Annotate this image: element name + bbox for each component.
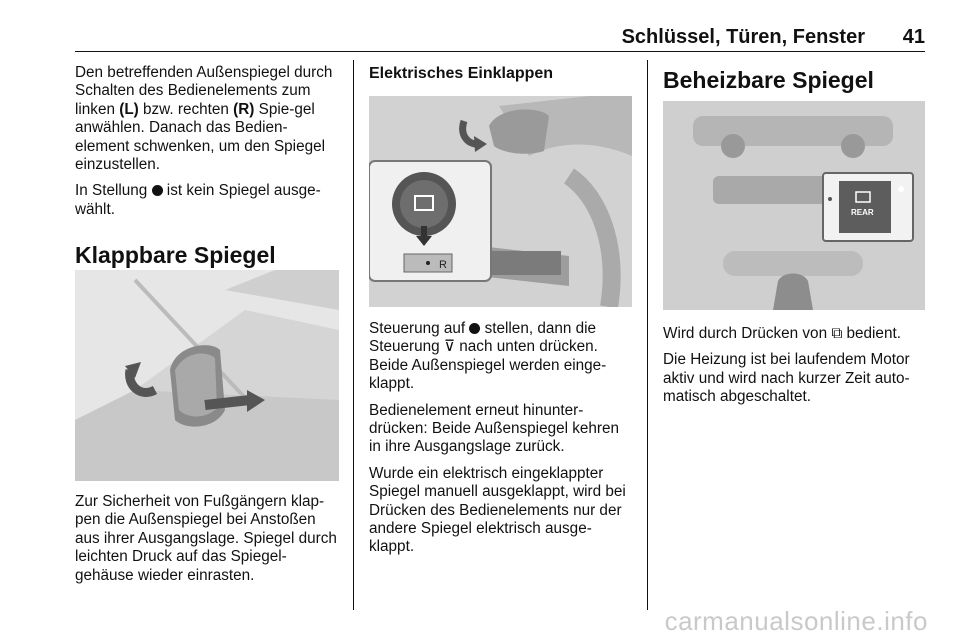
column-2 [369, 64, 633, 84]
text: In Stellung [75, 182, 152, 200]
text: bzw. rechten [138, 100, 234, 118]
text: Spie-gel anwählen. Danach das Bedien-element schwenken, um den Spiegel einzustellen. [75, 100, 326, 174]
text: Steuerung auf [369, 320, 470, 337]
watermark: carmanualsonline.info [664, 606, 928, 636]
paragraph-fold-instruction [369, 320, 633, 394]
dot-symbol-icon [152, 185, 163, 196]
column-1-lower [75, 493, 340, 593]
page-header [75, 26, 925, 52]
text: bedient. [842, 325, 901, 342]
section-heading-electric-folding: Elektrisches Einklappen [369, 65, 554, 82]
folding-mirror-illustration [75, 270, 339, 481]
column-3-lower [663, 325, 927, 415]
dot-symbol-icon [469, 323, 480, 334]
page-number: 41 [902, 26, 925, 48]
text: ist kein Spiegel ausge-wählt. [75, 182, 321, 218]
text: Den betreffenden Außenspiegel durch Schalten des Bedienelements zum linken [75, 64, 333, 118]
column-divider-2 [647, 60, 648, 610]
paragraph-unfold: Bedienelement erneut hinunter-drücken: Beide Außenspiegel kehren in ihre Ausgangslage zurück. [369, 401, 620, 456]
paragraph-select-mirror [75, 64, 340, 174]
paragraph-manual-unfold: Wurde ein elektrisch eingeklappter Spiegel manuell ausgeklappt, wird bei Drücken des Bedienelements nur der andere Spiegel elektrisch ausge-klappt. [369, 464, 626, 556]
label-left: (L) [119, 100, 139, 118]
paragraph-heated-operation [663, 325, 927, 343]
text: Wird durch Drücken von [663, 325, 832, 342]
fold-symbol-icon: ⊽ [443, 338, 456, 356]
column-2-lower [369, 320, 633, 565]
paragraph-heating-auto-off: Die Heizung ist bei laufendem Motor aktiv und wird nach kurzer Zeit auto-matisch abgeschaltet. [663, 351, 910, 406]
column-1 [75, 64, 340, 269]
rear-button-label: REAR [851, 208, 874, 217]
column-divider-1 [353, 60, 354, 610]
heated-mirror-icon: ⧉ [831, 325, 843, 342]
label-right: (R) [233, 100, 255, 118]
text: stellen, dann die Steuerung [369, 320, 597, 356]
paragraph-pedestrian-safety: Zur Sicherheit von Fußgängern klap-pen die Außenspiegel bei Anstoßen aus ihrer Ausgangslage. Spiegel durch leichten Druck auf das Spiegel-gehäuse wieder einrasten. [75, 493, 337, 584]
column-3 [663, 66, 927, 94]
chapter-title: Schlüssel, Türen, Fenster [621, 26, 865, 48]
paragraph-neutral-position [75, 182, 340, 219]
section-heading-heated-mirrors: Beheizbare Spiegel [663, 67, 874, 93]
mirror-switch-illustration [369, 96, 632, 307]
heated-mirror-console-illustration [663, 101, 925, 310]
text: nach unten drücken. Beide Außenspiegel werden einge-klappt. [369, 338, 607, 393]
switch-label-r: R [439, 259, 447, 271]
section-heading-folding-mirrors: Klappbare Spiegel [75, 242, 276, 269]
header-rule [75, 51, 925, 52]
